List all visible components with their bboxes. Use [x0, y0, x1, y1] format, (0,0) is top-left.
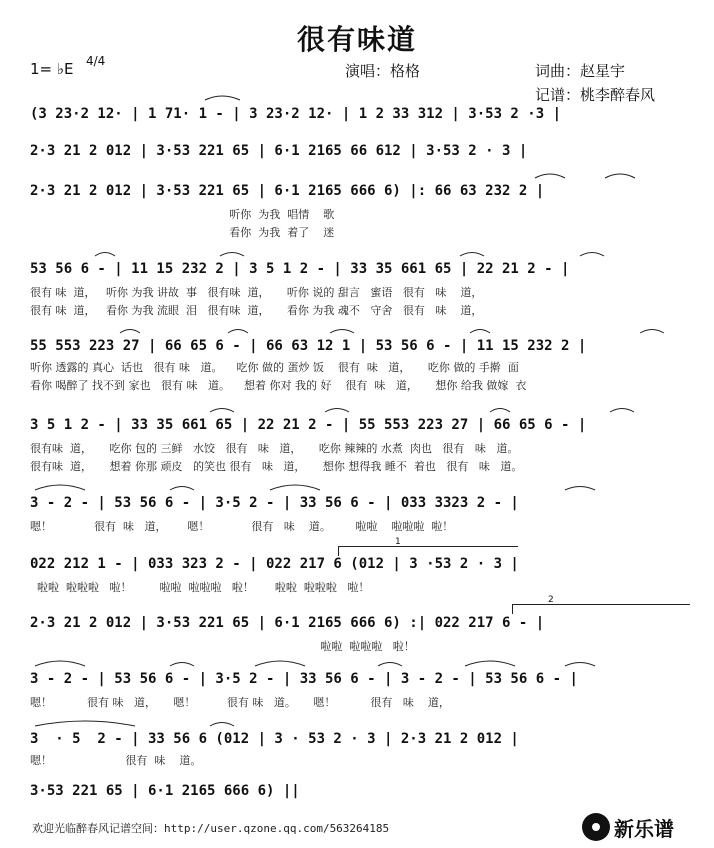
notation-line: 3·53 221 65 | 6·1 2165 666 6) ||	[30, 783, 300, 799]
slur-arc	[95, 253, 115, 257]
slur-arc	[210, 723, 234, 727]
volta-2-number: 2	[548, 595, 554, 605]
slur-arc	[205, 96, 240, 100]
lyric-line-verse-2: 很有味 道， 想着 你那 顽皮 的笑也 很有 味 道， 想你 想得我 睡不 着也 很有 味 道。	[30, 460, 523, 473]
slur-arc	[210, 409, 234, 413]
slur-arc	[460, 253, 484, 257]
logo-text: 新乐谱	[614, 816, 674, 841]
lyric-line-verse-2: 看你 为我 着了 迷	[30, 226, 335, 239]
notation-line: 2·3 21 2 012 | 3·53 221 65 | 6·1 2165 666 6) :| 022 217 6 - |	[30, 615, 545, 631]
transcriber-label: 记谱：桃李醉春风	[535, 86, 656, 104]
lyric-line: 啦啦 啦啦啦 啦！ 啦啦 啦啦啦 啦！ 啦啦 啦啦啦 啦！	[30, 581, 370, 594]
notation-line: 3 - 2 - | 53 56 6 - | 3·5 2 - | 33 56 6 - | 3 - 2 - | 53 56 6 - |	[30, 671, 578, 687]
composer-label: 词曲：赵星宇	[535, 62, 626, 80]
vinyl-disc-center	[592, 823, 600, 831]
slur-arc	[378, 663, 402, 667]
slur-arc	[610, 409, 634, 413]
lyric-line-verse-1: 很有味 道， 吃你 包的 三鲜 水饺 很有 味 道， 吃你 辣辣的 水煮 肉也 很有 味 道。	[30, 442, 519, 455]
slur-arc	[270, 485, 320, 490]
lyric-line-verse-1: 听你 透露的 真心 话也 很有 味 道。 吃你 做的 蛋炒 饭 很有 味 道， 吃你 做的 手擀 面	[30, 361, 519, 374]
slur-arc	[35, 721, 135, 726]
notation-line: 3 - 2 - | 53 56 6 - | 3·5 2 - | 33 56 6 - | 033 3323 2 - |	[30, 495, 519, 511]
notation-line: 53 56 6 - | 11 15 232 2 | 3 5 1 2 - | 33 35 661 65 | 22 21 2 - |	[30, 261, 570, 277]
lyric-line-verse-2: 看你 喝醉了 找不到 家也 很有 味 道。 想着 你对 我的 好 很有 味 道， 想你 给我 做嫁 衣	[30, 379, 527, 392]
vinyl-disc-icon	[582, 813, 610, 841]
slur-arc	[580, 253, 604, 257]
lyric-line-verse-1: 很有 味 道， 听你 为我 讲故 事 很有味 道， 听你 说的 甜言 蜜语 很有 味 道，	[30, 286, 483, 299]
lyric-line: 嗯！ 很有 味 道， 嗯！ 很有 味 道。 啦啦 啦啦啦 啦！	[30, 520, 454, 533]
notation-line: 55 553 223 27 | 66 65 6 - | 66 63 12 1 | 53 56 6 - | 11 15 232 2 |	[30, 338, 587, 354]
slur-arc	[228, 330, 248, 334]
slur-arc	[170, 663, 194, 667]
slur-arc	[220, 253, 244, 257]
site-logo[interactable]	[582, 810, 708, 844]
volta-1-number: 1	[395, 537, 401, 547]
slur-arc	[565, 487, 595, 491]
slur-arc	[465, 661, 515, 666]
lyric-line: 啦啦 啦啦啦 啦！	[30, 640, 415, 653]
key-signature: 1= ♭E	[30, 60, 74, 78]
slur-arc	[170, 487, 194, 491]
notation-line: 022 212 1 - | 033 323 2 - | 022 217 6 (012 | 3 ·53 2 · 3 |	[30, 556, 519, 572]
time-signature-value: 4/4	[86, 54, 106, 68]
lyric-line: 嗯！ 很有 味 道。	[30, 754, 202, 767]
lyric-line: 嗯！ 很有 味 道， 嗯！ 很有 味 道。 嗯！ 很有 味 道，	[30, 696, 450, 709]
slur-arc	[470, 330, 490, 334]
slur-arc	[535, 174, 565, 178]
slur-arc	[640, 330, 664, 334]
slur-arc	[120, 330, 140, 334]
notation-line: (3 23·2 12· | 1 71· 1 - | 3 23·2 12· | 1 2 33 312 | 3·53 2 ·3 |	[30, 106, 562, 122]
slur-arc	[490, 409, 510, 413]
lyric-line-verse-2: 很有 味 道， 看你 为我 流眼 泪 很有味 道， 看你 为我 魂不 守舍 很有 味 道，	[30, 304, 483, 317]
slur-arc	[605, 174, 635, 178]
slur-arc	[35, 485, 85, 490]
notation-line: 2·3 21 2 012 | 3·53 221 65 | 6·1 2165 666 6) |: 66 63 232 2 |	[30, 183, 545, 199]
song-title: 很有味道	[296, 23, 417, 56]
notation-line: 3 · 5 2 - | 33 56 6 (012 | 3 · 53 2 · 3 | 2·3 21 2 012 |	[30, 731, 519, 747]
notation-line: 2·3 21 2 012 | 3·53 221 65 | 6·1 2165 66 612 | 3·53 2 · 3 |	[30, 143, 528, 159]
notation-line: 3 5 1 2 - | 33 35 661 65 | 22 21 2 - | 55 553 223 27 | 66 65 6 - |	[30, 417, 587, 433]
slur-arc	[35, 661, 85, 666]
slur-arc	[565, 663, 595, 667]
slur-arc	[255, 661, 305, 666]
slur-arc	[330, 330, 354, 334]
footer-credit: 欢迎光临醉春风记谱空间：http://user.qzone.qq.com/563264185	[32, 822, 390, 835]
lyric-line-verse-1: 听你 为我 唱情 歌	[30, 208, 335, 221]
slur-arc	[325, 409, 349, 413]
performer-label: 演唱：格格	[345, 62, 421, 80]
